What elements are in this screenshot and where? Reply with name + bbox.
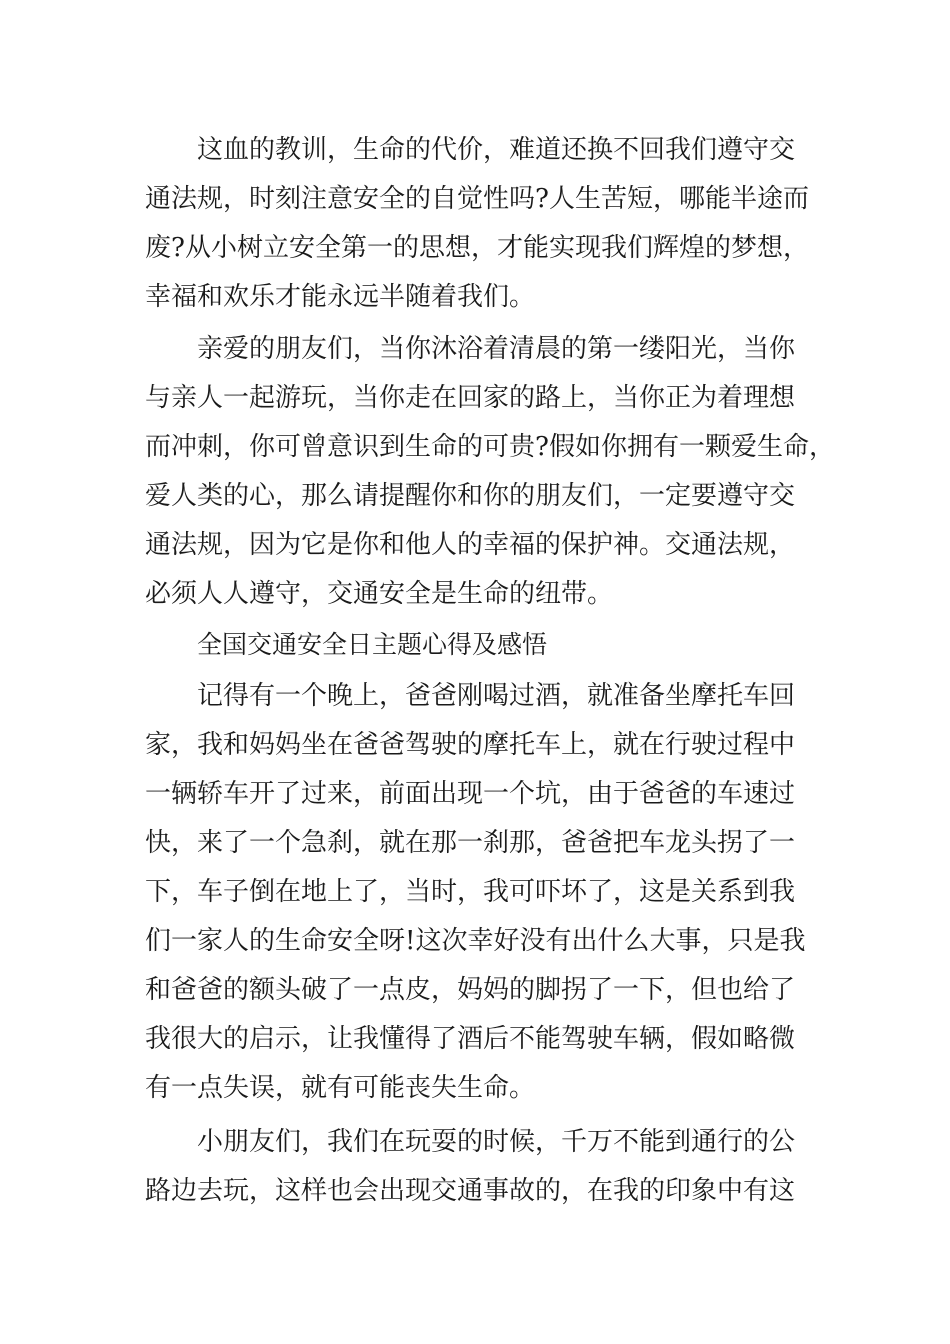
paragraph-2-line-6: 必须人人遵守，交通安全是生命的纽带。	[145, 579, 614, 609]
paragraph-3-line-8: 我很大的启示，让我懂得了酒后不能驾驶车辆，假如略微	[145, 1024, 796, 1054]
paragraph-1-line-2: 通法规，时刻注意安全的自觉性吗?人生苦短，哪能半途而	[145, 184, 809, 214]
paragraph-3-line-3: 一辆轿车开了过来，前面出现一个坑，由于爸爸的车速过	[145, 779, 796, 809]
section-heading: 全国交通安全日主题心得及感悟	[197, 630, 548, 659]
paragraph-3-line-4: 快，来了一个急刹，就在那一刹那，爸爸把车龙头拐了一	[145, 828, 796, 858]
paragraph-4-line-2: 路边去玩，这样也会出现交通事故的，在我的印象中有这	[145, 1176, 796, 1206]
paragraph-2-line-2: 与亲人一起游玩，当你走在回家的路上，当你正为着理想	[145, 383, 796, 413]
paragraph-3-line-9: 有一点失误，就有可能丧失生命。	[145, 1073, 536, 1103]
paragraph-3-line-6: 们一家人的生命安全呀!这次幸好没有出什么大事，只是我	[145, 926, 806, 956]
paragraph-3-line-5: 下，车子倒在地上了，当时，我可吓坏了，这是关系到我	[145, 877, 796, 907]
paragraph-1-line-4: 幸福和欢乐才能永远半随着我们。	[145, 282, 536, 312]
paragraph-3-line-2: 家，我和妈妈坐在爸爸驾驶的摩托车上，就在行驶过程中	[145, 730, 796, 760]
paragraph-3-line-7: 和爸爸的额头破了一点皮，妈妈的脚拐了一下，但也给了	[145, 975, 796, 1005]
paragraph-1-line-1: 这血的教训，生命的代价，难道还换不回我们遵守交	[197, 135, 796, 165]
paragraph-2-line-1: 亲爱的朋友们，当你沐浴着清晨的第一缕阳光，当你	[197, 334, 796, 364]
paragraph-1-line-3: 废?从小树立安全第一的思想，才能实现我们辉煌的梦想，	[145, 233, 809, 263]
paragraph-4-line-1: 小朋友们，我们在玩耍的时候，千万不能到通行的公	[197, 1127, 796, 1157]
paragraph-2-line-4: 爱人类的心，那么请提醒你和你的朋友们，一定要遵守交	[145, 481, 796, 511]
paragraph-2-line-3: 而冲刺，你可曾意识到生命的可贵?假如你拥有一颗爱生命，	[145, 432, 835, 462]
paragraph-3-line-1: 记得有一个晚上，爸爸刚喝过酒，就准备坐摩托车回	[197, 681, 796, 711]
paragraph-2-line-5: 通法规，因为它是你和他人的幸福的保护神。交通法规，	[145, 530, 796, 560]
